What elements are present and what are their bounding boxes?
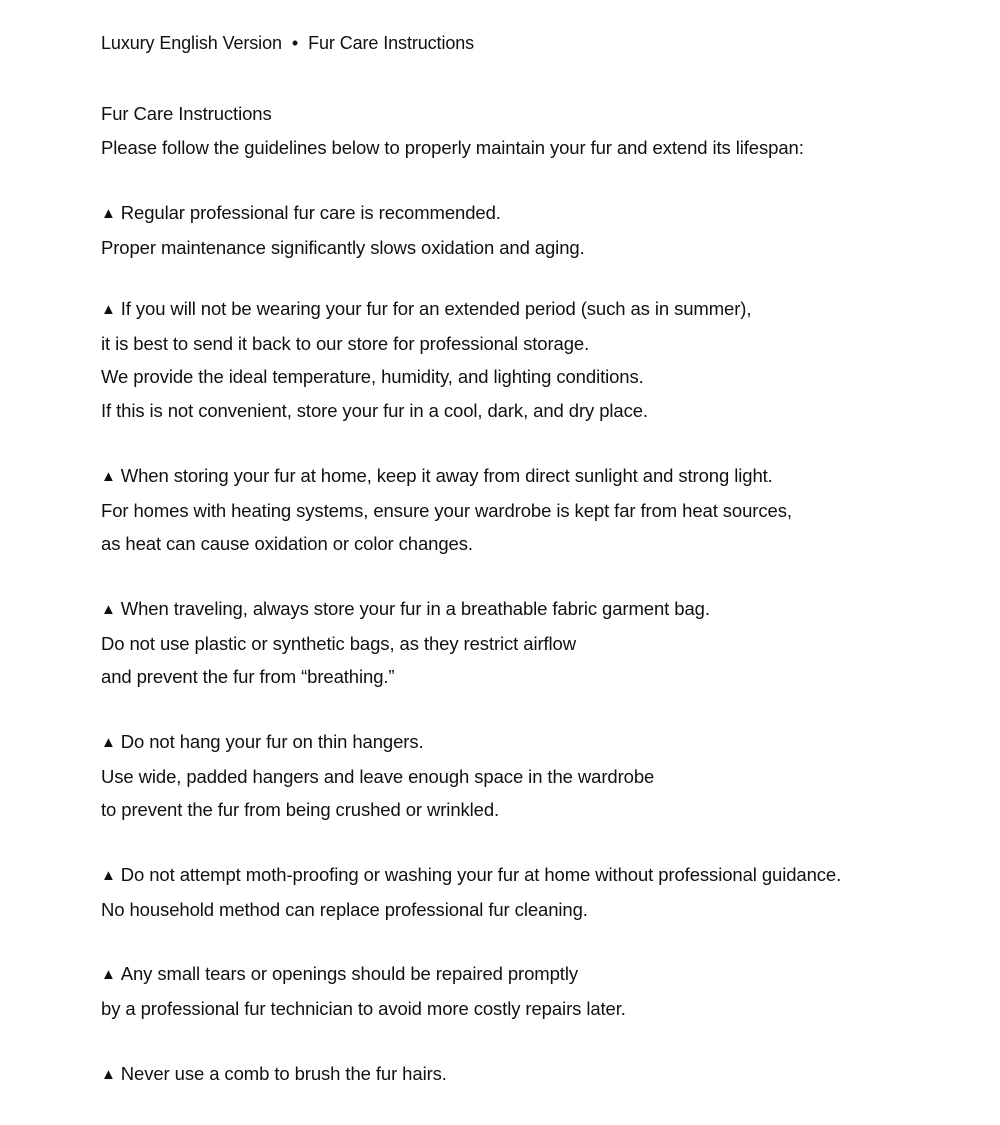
header-brand: Luxury English Version [101,33,282,53]
header-section: Fur Care Instructions [308,33,475,53]
care-item-line [101,592,710,627]
intro-title: Fur Care Instructions [101,103,272,124]
care-item-line [101,858,841,893]
care-item-line: For homes with heating systems, ensure your wardrobe is kept far from heat sources, [101,500,792,522]
care-item-line [101,459,792,494]
care-item [101,592,710,694]
care-item-line [101,725,654,760]
triangle-icon: ▲ [101,601,116,618]
care-item-text: Never use a comb to brush the fur hairs. [120,1063,447,1084]
care-item-line: by a professional fur technician to avoid more costly repairs later. [101,998,626,1020]
care-item [101,292,751,427]
care-item-text: Regular professional fur care is recommended. [120,202,501,223]
care-item-line [101,957,626,992]
care-item-text: When storing your fur at home, keep it away from direct sunlight and strong light. [120,465,773,486]
intro-text: Please follow the guidelines below to properly maintain your fur and extend its lifespan: [101,136,804,158]
care-item-line [101,292,751,327]
triangle-icon: ▲ [101,205,116,222]
care-item-text: Do not hang your fur on thin hangers. [120,731,424,752]
care-item-line: as heat can cause oxidation or color changes. [101,533,473,555]
care-item-line: Proper maintenance significantly slows oxidation and aging. [101,237,585,259]
care-item [101,1057,447,1092]
care-item-text: Any small tears or openings should be repaired promptly [120,963,578,984]
triangle-icon: ▲ [101,468,116,485]
care-item-line: to prevent the fur from being crushed or wrinkled. [101,799,500,821]
care-item-line: We provide the ideal temperature, humidity, and lighting conditions. [101,366,644,388]
care-item-text: If you will not be wearing your fur for an extended period (such as in summer), [120,298,752,319]
care-item [101,459,792,561]
care-item [101,957,626,1025]
care-item-line: and prevent the fur from “breathing.” [101,666,395,688]
triangle-icon: ▲ [101,867,116,884]
triangle-icon: ▲ [101,734,116,751]
care-item [101,196,585,264]
care-item [101,725,654,827]
page-header [101,31,474,55]
care-item-line: it is best to send it back to our store for professional storage. [101,333,590,355]
care-item-line: If this is not convenient, store your fur in a cool, dark, and dry place. [101,399,648,421]
triangle-icon: ▲ [101,1066,116,1083]
care-item-line: Do not use plastic or synthetic bags, as they restrict airflow [101,633,577,655]
care-item-text: Do not attempt moth-proofing or washing your fur at home without professional guidance. [120,864,842,885]
care-item-line [101,1057,447,1092]
triangle-icon: ▲ [101,966,116,983]
triangle-icon: ▲ [101,301,116,318]
header-separator: • [291,33,299,53]
care-item [101,858,841,926]
care-item-line: Use wide, padded hangers and leave enough space in the wardrobe [101,766,655,788]
intro [101,97,804,164]
care-item-line: No household method can replace professional fur cleaning. [101,899,588,921]
care-item-text: When traveling, always store your fur in a breathable fabric garment bag. [120,598,710,619]
care-item-line [101,196,585,231]
